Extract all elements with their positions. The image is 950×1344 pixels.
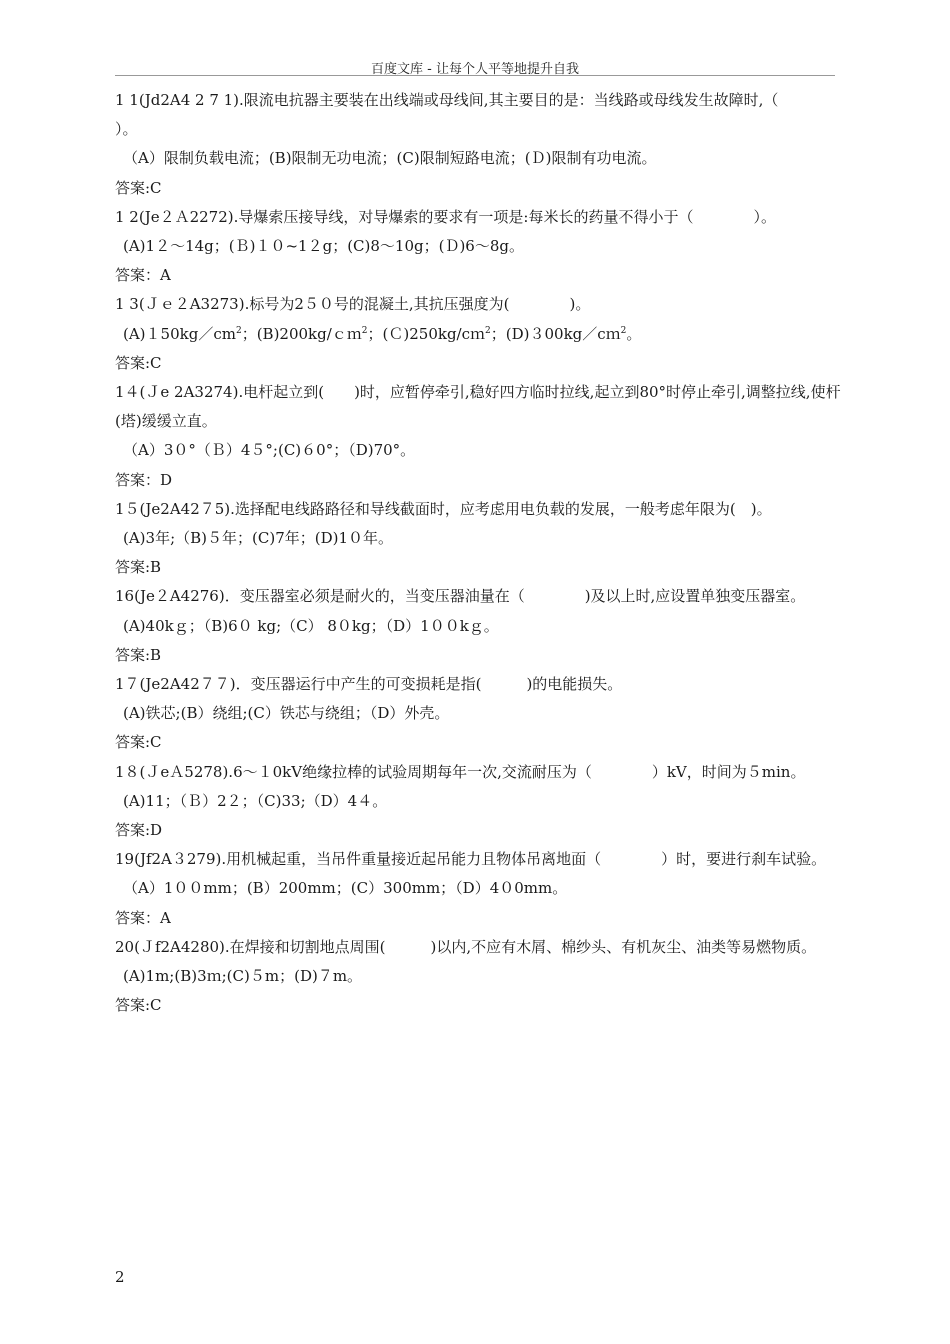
question-options bbox=[115, 320, 843, 349]
question-answer: 答案:C bbox=[115, 733, 162, 752]
question-stem: 19(Jf2A３279).用机械起重，当吊件重量接近起吊能力且物体吊离地面（ ）时，要进行刹车试验。 bbox=[115, 850, 827, 869]
question-options: (A)铁芯;(B）绕组;(C）铁芯与绕组；（D）外壳。 bbox=[123, 704, 450, 723]
question-options: (A)3年;（B)５年；(C)7年；(D)1０年。 bbox=[123, 529, 394, 548]
question-item-20 bbox=[115, 933, 843, 1021]
option-b: ；(B)200kg/ｃｍ bbox=[241, 324, 362, 343]
superscript: 2 bbox=[620, 325, 627, 336]
question-options: (A)11；（Ｂ）2２；（C)33;（D）4４。 bbox=[123, 791, 388, 810]
page-number: 2 bbox=[115, 1268, 125, 1286]
question-stem: 1 1(Jd2A4 2 7 1).限流电抗器主要装在出线端或母线间,其主要目的是：当线路或母线发生故障时,（ ）。 bbox=[115, 91, 824, 139]
question-stem: 20(Ｊf2A4280).在焊接和切割地点周围( )以内,不应有木屑、棉纱头、有机灰尘、油类等易燃物质。 bbox=[115, 937, 817, 956]
question-stem: 1 3(Ｊｅ２A3273).标号为2５０号的混凝土,其抗压强度为( )。 bbox=[115, 295, 591, 314]
question-item-14 bbox=[115, 378, 843, 495]
question-answer: 答案:B bbox=[115, 558, 162, 577]
question-item-12 bbox=[115, 203, 843, 291]
question-options: (A)1m;(B)3ｍ;(C)５m；(D)７m。 bbox=[123, 967, 363, 986]
header-divider bbox=[115, 75, 835, 76]
question-list bbox=[115, 86, 843, 1021]
superscript: 2 bbox=[485, 325, 491, 336]
question-options: （A）1００mm；(B）200mm；(C）300mm；（D）4０0mm。 bbox=[123, 879, 568, 898]
question-item-11 bbox=[115, 86, 843, 203]
question-answer: 答案:C bbox=[115, 178, 162, 197]
question-options: (A)1２～14g；(Ｂ)１０~1２g；(C)8～10g；(Ｄ)6～8g。 bbox=[123, 237, 524, 256]
question-answer: 答案:C bbox=[115, 996, 162, 1015]
question-stem: 1５(Je2A42７5).选择配电线路路径和导线截面时，应考虑用电负载的发展，一般考虑年限为( )。 bbox=[115, 499, 772, 518]
question-answer: 答案:B bbox=[115, 645, 162, 664]
question-stem: 1４(Ｊe 2A3274).电杆起立到( )时，应暂停牵引,稳好四方临时拉线,起立到80°时停止牵引,调整拉线,使杆(塔)缓缓立直。 bbox=[115, 383, 841, 431]
question-stem: 1 2(Je２Ａ2272).导爆索压接导线，对导爆索的要求有一项是:每米长的药量不得小于（ ）。 bbox=[115, 207, 776, 226]
question-answer: 答案：A bbox=[115, 266, 171, 285]
question-options: （A）限制负载电流；(B)限制无功电流；(C)限制短路电流；(Ｄ)限制有功电流。 bbox=[123, 149, 657, 168]
superscript: 2 bbox=[235, 325, 242, 336]
question-item-18 bbox=[115, 758, 843, 846]
question-options: (A)40kｇ；（B)6０ kg;（C） 8０kg；（D）1００kｇ。 bbox=[123, 616, 499, 635]
option-d: ；(D)３00kg／cｍ bbox=[490, 324, 621, 343]
page-header: 百度文库 - 让每个人平等地提升自我 bbox=[371, 62, 579, 77]
question-answer: 答案:C bbox=[115, 353, 162, 372]
question-answer: 答案：D bbox=[115, 470, 173, 489]
question-stem: 1８(ＪeＡ5278).6～１0kV绝缘拉棒的试验周期每年一次,交流耐压为（ ）kV，时间为５min。 bbox=[115, 762, 806, 781]
question-stem: 1７(Je2A42７７)．变压器运行中产生的可变损耗是指( )的电能损失。 bbox=[115, 675, 623, 694]
question-stem: 16(Je２A4276)．变压器室必须是耐火的，当变压器油量在（ )及以上时,应设置单独变压器室。 bbox=[115, 587, 806, 606]
question-answer: 答案：A bbox=[115, 908, 171, 927]
question-item-15 bbox=[115, 495, 843, 583]
option-c: ；(Ｃ)250kg/cｍ bbox=[367, 324, 486, 343]
question-item-13 bbox=[115, 290, 843, 378]
option-a: (A)１50kg／cm bbox=[123, 324, 236, 343]
question-item-16 bbox=[115, 582, 843, 670]
question-options: （A）3０°（Ｂ）4５°;(C)６0°；（D)70°。 bbox=[123, 441, 416, 460]
superscript: 2 bbox=[361, 325, 368, 336]
question-answer: 答案:D bbox=[115, 821, 163, 840]
question-item-17 bbox=[115, 670, 843, 758]
question-item-19 bbox=[115, 845, 843, 933]
option-end: 。 bbox=[626, 324, 642, 343]
